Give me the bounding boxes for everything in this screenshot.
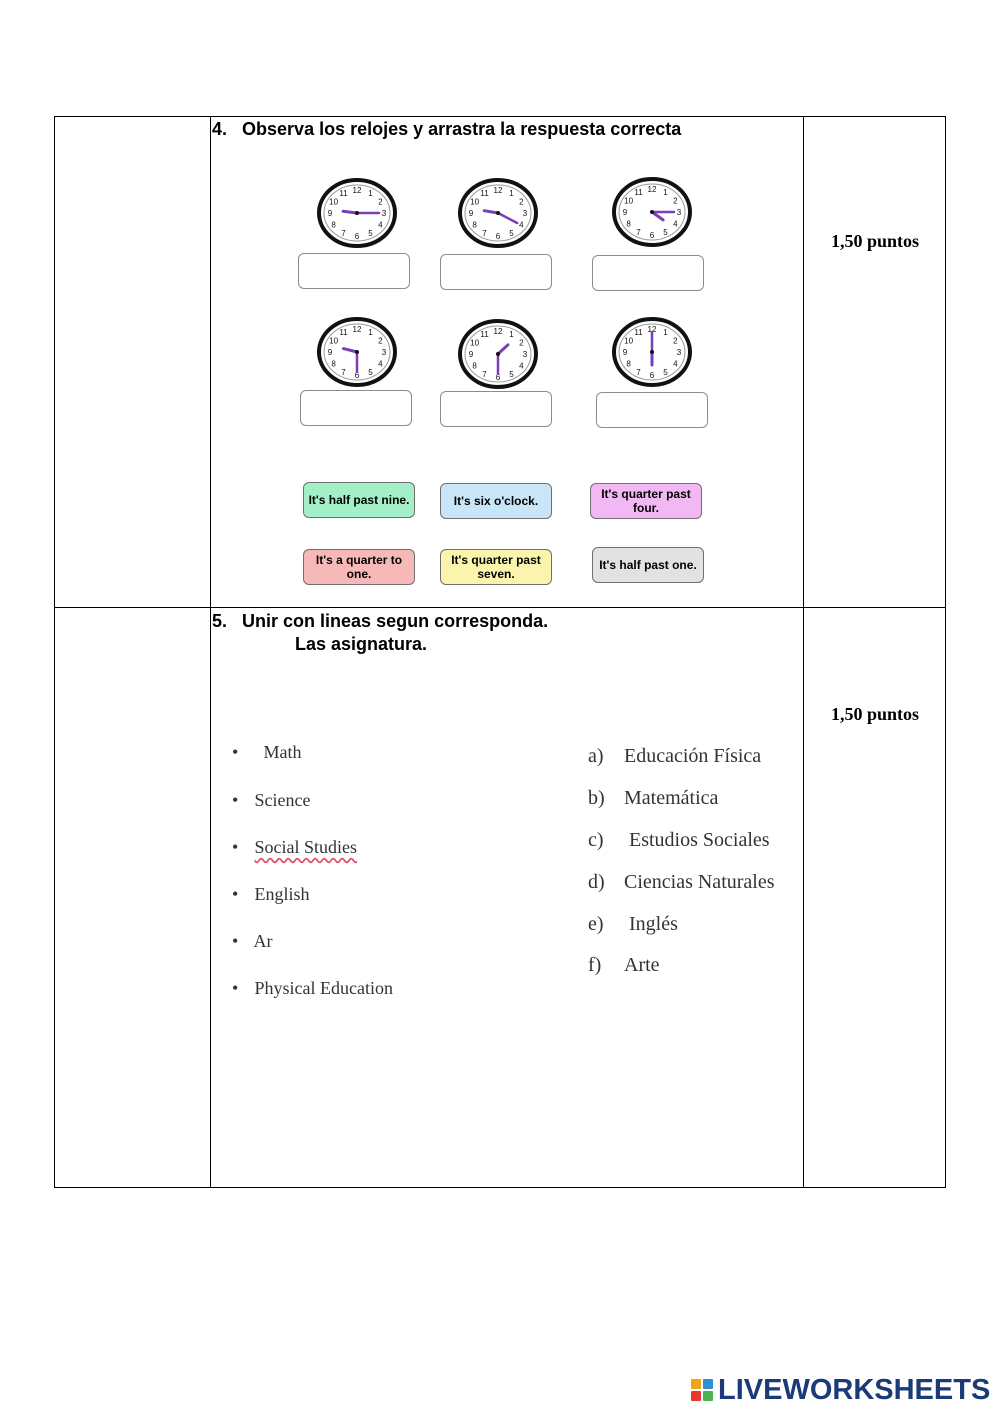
option-item-f: f) Arte (588, 954, 660, 976)
column-divider-left (210, 116, 211, 1188)
clock-numeral: 7 (636, 227, 641, 237)
clock-center (496, 352, 500, 356)
clock-numeral: 10 (624, 336, 634, 346)
option-item-b: b) Matemática (588, 787, 719, 809)
clock-numeral: 4 (378, 359, 383, 369)
clock-numeral: 4 (519, 220, 524, 230)
option-item-a: a) Educación Física (588, 745, 762, 767)
clock-4 (314, 315, 400, 389)
clock-numeral: 12 (352, 186, 362, 195)
question-4-title (212, 119, 681, 140)
subject-item-science: • Science (232, 790, 311, 810)
subject-item-math: • Math (232, 742, 302, 762)
clock-6 (609, 315, 695, 389)
option-item-d: d) Ciencias Naturales (588, 871, 775, 893)
bullet-icon: • (232, 931, 239, 951)
question-5-subtitle: Las asignatura. (295, 634, 428, 654)
option-item-e: e) Inglés (588, 913, 678, 935)
clock-numeral: 12 (493, 327, 503, 336)
answer-tile-quarter-past-four[interactable]: It's quarter past four. (590, 483, 702, 519)
clock-numeral: 5 (368, 228, 373, 238)
clock-numeral: 9 (468, 350, 474, 359)
clock-numeral: 12 (647, 325, 657, 334)
clock-numeral: 9 (622, 348, 628, 357)
column-divider-right (803, 116, 804, 1188)
question-5-number: 5. (212, 611, 228, 631)
clock-numeral: 8 (472, 220, 477, 230)
clock-numeral: 11 (480, 330, 489, 340)
clock-numeral: 7 (482, 228, 487, 238)
clock-numeral: 8 (472, 361, 477, 371)
answer-box-4[interactable] (300, 390, 412, 426)
clock-numeral: 11 (480, 189, 489, 199)
clock-3 (609, 175, 695, 249)
clock-numeral: 6 (354, 232, 360, 241)
clock-numeral: 2 (378, 197, 383, 207)
clock-numeral: 9 (468, 209, 474, 218)
clock-numeral: 6 (649, 231, 655, 240)
clock-numeral: 4 (673, 219, 678, 229)
clock-numeral: 3 (381, 209, 387, 218)
clock-numeral: 11 (339, 189, 348, 199)
clock-numeral: 7 (341, 228, 346, 238)
bullet-icon: • (232, 790, 239, 810)
clock-numeral: 10 (470, 338, 480, 348)
clock-numeral: 1 (509, 330, 514, 340)
clock-numeral: 3 (522, 350, 528, 359)
clock-numeral: 4 (378, 220, 383, 230)
question-5-title (212, 611, 548, 632)
clock-1 (314, 176, 400, 250)
clock-center (355, 211, 359, 215)
question-5-text: Unir con lineas segun corresponda. (242, 611, 549, 631)
clock-numeral: 6 (495, 232, 501, 241)
clock-numeral: 8 (626, 219, 631, 229)
clock-numeral: 10 (329, 197, 339, 207)
clock-numeral: 7 (341, 367, 346, 377)
clock-center (355, 350, 359, 354)
subject-item-english: • English (232, 884, 310, 904)
clock-numeral: 10 (329, 336, 339, 346)
question-4-points: 1,50 puntos (830, 231, 920, 251)
clock-numeral: 11 (634, 188, 643, 198)
answer-tile-half-past-nine[interactable]: It's half past nine. (303, 482, 415, 518)
clock-numeral: 7 (482, 369, 487, 379)
clock-numeral: 2 (519, 197, 524, 207)
clock-numeral: 8 (331, 359, 336, 369)
clock-numeral: 9 (327, 348, 333, 357)
clock-5 (455, 317, 541, 391)
clock-numeral: 1 (663, 328, 668, 338)
clock-numeral: 12 (352, 325, 362, 334)
bullet-icon: • (232, 884, 239, 904)
clock-numeral: 12 (493, 186, 503, 195)
answer-tile-half-past-one[interactable]: It's half past one. (592, 547, 704, 583)
clock-numeral: 2 (673, 196, 678, 206)
answer-box-3[interactable] (592, 255, 704, 291)
question-5-points: 1,50 puntos (830, 704, 920, 724)
clock-numeral: 6 (354, 371, 360, 380)
clock-numeral: 4 (519, 361, 524, 371)
clock-numeral: 3 (381, 348, 387, 357)
clock-center (650, 210, 654, 214)
clock-center (496, 211, 500, 215)
clock-numeral: 5 (663, 227, 668, 237)
answer-tile-six-oclock[interactable]: It's six o'clock. (440, 483, 552, 519)
clock-numeral: 9 (327, 209, 333, 218)
clock-numeral: 2 (673, 336, 678, 346)
clock-hour-hand (343, 211, 357, 213)
clock-numeral: 1 (509, 189, 514, 199)
answer-tile-quarter-past-seven[interactable]: It's quarter past seven. (440, 549, 552, 585)
clock-numeral: 7 (636, 367, 641, 377)
answer-box-2[interactable] (440, 254, 552, 290)
option-item-c: c) Estudios Sociales (588, 829, 770, 851)
liveworksheets-logo[interactable] (690, 1374, 990, 1406)
question-4-number: 4. (212, 119, 228, 139)
answer-tile-quarter-to-one[interactable]: It's a quarter to one. (303, 549, 415, 585)
clock-numeral: 5 (509, 369, 514, 379)
clock-numeral: 12 (647, 185, 657, 194)
bullet-icon: • (232, 978, 239, 998)
clock-2 (455, 176, 541, 250)
bullet-icon: • (232, 742, 239, 762)
clock-center (650, 350, 654, 354)
liveworksheets-logo-icon (690, 1378, 714, 1402)
clock-numeral: 1 (368, 189, 373, 199)
clock-numeral: 6 (495, 373, 501, 382)
clock-numeral: 3 (676, 208, 682, 217)
subject-item-art: • Ar (232, 931, 273, 951)
answer-box-6[interactable] (596, 392, 708, 428)
clock-numeral: 1 (368, 328, 373, 338)
bullet-icon: • (232, 837, 239, 857)
answer-box-5[interactable] (440, 391, 552, 427)
clock-numeral: 11 (634, 328, 643, 338)
clock-numeral: 11 (339, 328, 348, 338)
clock-numeral: 10 (624, 196, 634, 206)
clock-numeral: 1 (663, 188, 668, 198)
clock-numeral: 5 (368, 367, 373, 377)
subject-item-physical-education: • Physical Education (232, 978, 393, 998)
answer-box-1[interactable] (298, 253, 410, 289)
clock-numeral: 8 (626, 359, 631, 369)
clock-numeral: 5 (509, 228, 514, 238)
clock-numeral: 3 (676, 348, 682, 357)
question-4-text: Observa los relojes y arrastra la respuesta correcta (242, 119, 682, 139)
clock-numeral: 2 (519, 338, 524, 348)
subject-item-social-studies: • Social Studies (232, 837, 357, 857)
clock-numeral: 2 (378, 336, 383, 346)
clock-numeral: 3 (522, 209, 528, 218)
brand-name: LIVEWORKSHEETS (718, 1373, 991, 1406)
clock-numeral: 4 (673, 359, 678, 369)
clock-numeral: 8 (331, 220, 336, 230)
row-divider (54, 607, 946, 608)
clock-numeral: 10 (470, 197, 480, 207)
clock-numeral: 6 (649, 371, 655, 380)
clock-numeral: 5 (663, 367, 668, 377)
clock-numeral: 9 (622, 208, 628, 217)
